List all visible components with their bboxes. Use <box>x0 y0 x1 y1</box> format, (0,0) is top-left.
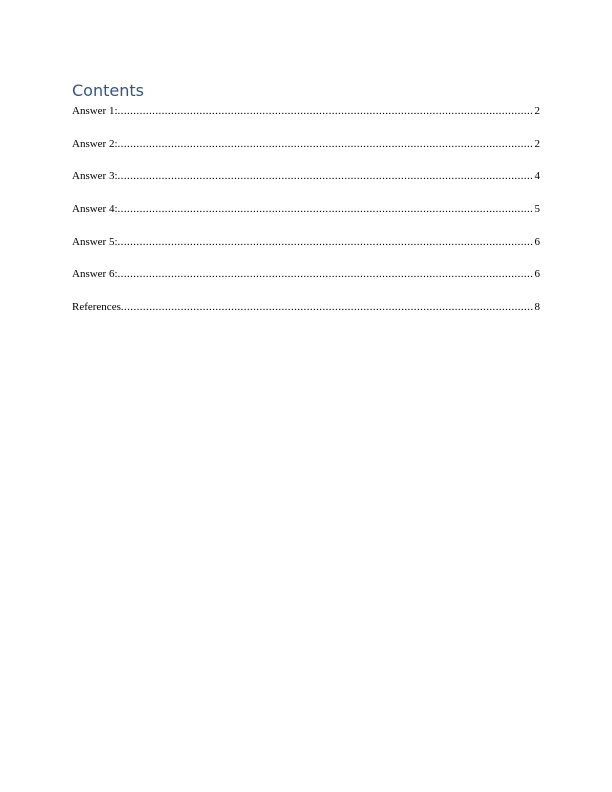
toc-entry-label: Answer 6: <box>72 268 118 281</box>
toc-entry-page-number: 5 <box>534 203 540 216</box>
toc-dot-leader <box>118 266 534 282</box>
toc-entry-references[interactable] <box>72 299 540 315</box>
toc-entry-page-number: 8 <box>534 301 540 314</box>
toc-entry-page-number: 6 <box>534 268 540 281</box>
table-of-contents <box>72 103 540 332</box>
toc-entry-page-number: 2 <box>534 137 540 150</box>
toc-entry-label: Answer 3: <box>72 170 118 183</box>
toc-entry-label: Answer 2: <box>72 137 118 150</box>
toc-entry-label: Answer 1: <box>72 105 118 117</box>
toc-entry-answer-3[interactable] <box>72 168 540 184</box>
toc-dot-leader <box>118 168 534 184</box>
toc-entry-answer-1[interactable] <box>72 103 540 119</box>
toc-entry-label: References <box>72 301 121 314</box>
toc-entry-answer-6[interactable] <box>72 266 540 282</box>
toc-entry-page-number: 2 <box>534 105 540 117</box>
toc-entry-page-number: 4 <box>534 170 540 183</box>
toc-entry-answer-4[interactable] <box>72 201 540 217</box>
toc-dot-leader <box>118 136 534 152</box>
toc-entry-label: Answer 4: <box>72 203 118 216</box>
toc-dot-leader <box>118 234 534 250</box>
toc-entry-page-number: 6 <box>534 235 540 248</box>
toc-dot-leader <box>121 299 534 315</box>
toc-heading: Contents <box>72 81 144 100</box>
toc-entry-answer-5[interactable] <box>72 234 540 250</box>
toc-entry-label: Answer 5: <box>72 235 118 248</box>
toc-dot-leader <box>118 201 534 217</box>
toc-entry-answer-2[interactable] <box>72 136 540 152</box>
toc-dot-leader <box>118 103 534 119</box>
